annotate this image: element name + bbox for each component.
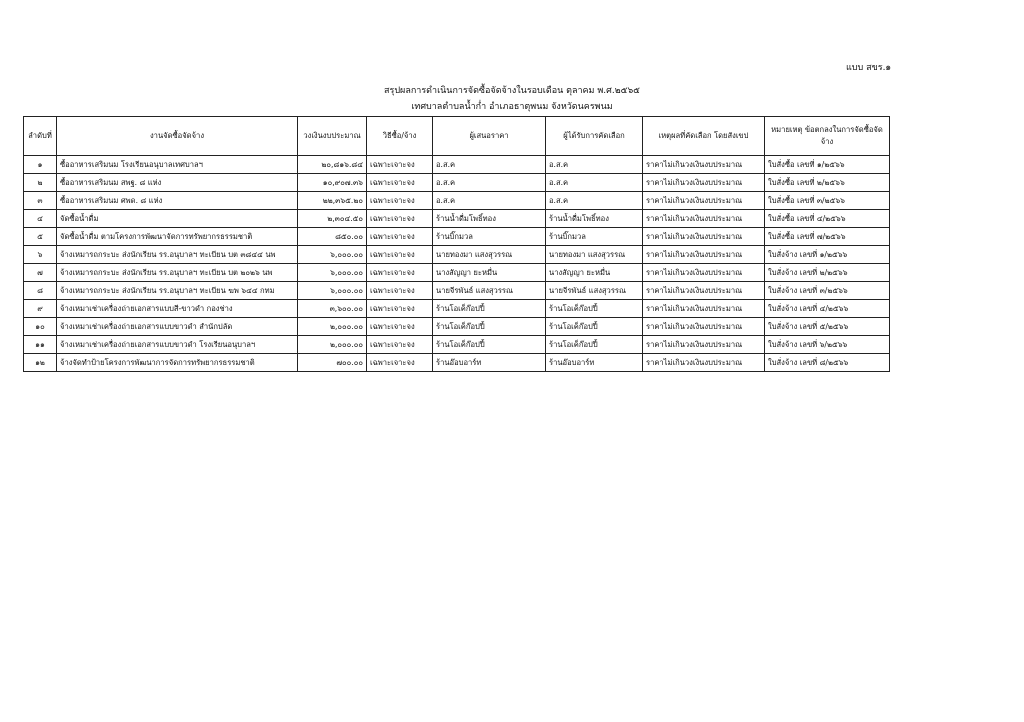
- cell-note: ใบสั่งจ้าง เลขที่ ๑/๒๕๖๖: [765, 246, 890, 264]
- cell-budget: ๒,๓๐๔.๕๐: [298, 210, 367, 228]
- cell-no: ๑๐: [24, 318, 57, 336]
- cell-no: ๕: [24, 228, 57, 246]
- cell-reason: ราคาไม่เกินวงเงินงบประมาณ: [643, 192, 765, 210]
- cell-reason: ราคาไม่เกินวงเงินงบประมาณ: [643, 336, 765, 354]
- cell-no: ๓: [24, 192, 57, 210]
- cell-budget: ๒,๐๐๐.๐๐: [298, 336, 367, 354]
- table-row: [24, 336, 890, 354]
- cell-item: จ้างเหมาเช่าเครื่องถ่ายเอกสารแบบสี-ขาวดำ กองช่าง: [57, 300, 298, 318]
- cell-note: ใบสั่งจ้าง เลขที่ ๘/๒๕๖๖: [765, 354, 890, 372]
- header-no: ลำดับที่: [24, 117, 57, 156]
- table-row: [24, 354, 890, 372]
- cell-method: เฉพาะเจาะจง: [367, 156, 433, 174]
- cell-winner: ร้านโอเค็ก๊อปปี้: [546, 318, 643, 336]
- cell-bidder: ร้านโอเค็ก๊อปปี้: [433, 318, 546, 336]
- cell-budget: ๒๐,๘๑๖.๘๔: [298, 156, 367, 174]
- cell-method: เฉพาะเจาะจง: [367, 246, 433, 264]
- table-row: [24, 300, 890, 318]
- cell-budget: ๖,๐๐๐.๐๐: [298, 246, 367, 264]
- cell-budget: ๖,๐๐๐.๐๐: [298, 264, 367, 282]
- cell-no: ๑๑: [24, 336, 57, 354]
- cell-note: ใบสั่งจ้าง เลขที่ ๔/๒๕๖๖: [765, 300, 890, 318]
- cell-item: จ้างเหมารถกระบะ ส่งนักเรียน รร.อนุบาลฯ ทะเบียน บต ๓๘๔๔ นพ: [57, 246, 298, 264]
- cell-item: ซื้ออาหารเสริมนม สพฐ. ๘ แห่ง: [57, 174, 298, 192]
- header-reason: เหตุผลที่คัดเลือก โดยสังเขป: [643, 117, 765, 156]
- cell-reason: ราคาไม่เกินวงเงินงบประมาณ: [643, 318, 765, 336]
- table-row: [24, 174, 890, 192]
- cell-method: เฉพาะเจาะจง: [367, 264, 433, 282]
- cell-item: จ้างเหมารถกระบะ ส่งนักเรียน รร.อนุบาลฯ ทะเบียน ฆพ ๖๔๔ กทม: [57, 282, 298, 300]
- cell-item: จ้างจัดทำป้ายโครงการพัฒนาการจัดการทรัพยากรธรรมชาติ: [57, 354, 298, 372]
- cell-reason: ราคาไม่เกินวงเงินงบประมาณ: [643, 354, 765, 372]
- cell-note: ใบสั่งซื้อ เลขที่ ๓/๒๕๖๖: [765, 192, 890, 210]
- cell-no: ๘: [24, 282, 57, 300]
- procurement-table: [23, 116, 890, 372]
- cell-method: เฉพาะเจาะจง: [367, 174, 433, 192]
- document-title: สรุปผลการดำเนินการจัดซื้อจัดจ้างในรอบเดือน ตุลาคม พ.ศ.๒๕๖๕: [384, 86, 640, 96]
- cell-note: ใบสั่งซื้อ เลขที่ ๔/๒๕๖๖: [765, 210, 890, 228]
- cell-bidder: นายทองมา แสงสุวรรณ: [433, 246, 546, 264]
- cell-bidder: ร้านโอเค็ก๊อปปี้: [433, 300, 546, 318]
- cell-bidder: ร้านอ๊อบอาร์ท: [433, 354, 546, 372]
- cell-item: จัดซื้อน้ำดื่ม ตามโครงการพัฒนาจัดการทรัพยากรธรรมชาติ: [57, 228, 298, 246]
- header-winner: ผู้ได้รับการคัดเลือก: [546, 117, 643, 156]
- cell-reason: ราคาไม่เกินวงเงินงบประมาณ: [643, 174, 765, 192]
- cell-note: ใบสั่งจ้าง เลขที่ ๓/๒๕๖๖: [765, 282, 890, 300]
- cell-reason: ราคาไม่เกินวงเงินงบประมาณ: [643, 246, 765, 264]
- cell-item: ซื้ออาหารเสริมนม โรงเรียนอนุบาลเทศบาลฯ: [57, 156, 298, 174]
- table-row: [24, 156, 890, 174]
- table-row: [24, 228, 890, 246]
- cell-reason: ราคาไม่เกินวงเงินงบประมาณ: [643, 264, 765, 282]
- cell-winner: นางสัญญา ยะหมื่น: [546, 264, 643, 282]
- cell-bidder: อ.ส.ค: [433, 192, 546, 210]
- cell-method: เฉพาะเจาะจง: [367, 336, 433, 354]
- cell-reason: ราคาไม่เกินวงเงินงบประมาณ: [643, 228, 765, 246]
- cell-note: ใบสั่งซื้อ เลขที่ ๒/๒๕๖๖: [765, 174, 890, 192]
- cell-method: เฉพาะเจาะจง: [367, 354, 433, 372]
- cell-item: ซื้ออาหารเสริมนม ศพด. ๘ แห่ง: [57, 192, 298, 210]
- table-header-row: [24, 117, 890, 156]
- cell-reason: ราคาไม่เกินวงเงินงบประมาณ: [643, 210, 765, 228]
- cell-note: ใบสั่งจ้าง เลขที่ ๕/๒๕๖๖: [765, 318, 890, 336]
- cell-method: เฉพาะเจาะจง: [367, 300, 433, 318]
- cell-note: ใบสั่งจ้าง เลขที่ ๖/๒๕๖๖: [765, 336, 890, 354]
- cell-item: จ้างเหมาเช่าเครื่องถ่ายเอกสารแบบขาวดำ สำนักปลัด: [57, 318, 298, 336]
- cell-no: ๖: [24, 246, 57, 264]
- cell-winner: อ.ส.ค: [546, 192, 643, 210]
- header-note: หมายเหตุ ข้อตกลงในการจัดซื้อจัดจ้าง: [765, 117, 890, 156]
- table-row: [24, 210, 890, 228]
- cell-item: จ้างเหมารถกระบะ ส่งนักเรียน รร.อนุบาลฯ ทะเบียน บต ๒๐๒๖ นพ: [57, 264, 298, 282]
- header-budget: วงเงินงบประมาณ: [298, 117, 367, 156]
- cell-winner: นายจีรพันธ์ แสงสุวรรณ: [546, 282, 643, 300]
- cell-method: เฉพาะเจาะจง: [367, 210, 433, 228]
- cell-item: จ้างเหมาเช่าเครื่องถ่ายเอกสารแบบขาวดำ โรงเรียนอนุบาลฯ: [57, 336, 298, 354]
- cell-budget: ๒๒,๓๖๕.๒๐: [298, 192, 367, 210]
- cell-winner: ร้านอ๊อบอาร์ท: [546, 354, 643, 372]
- cell-no: ๔: [24, 210, 57, 228]
- table-row: [24, 264, 890, 282]
- cell-note: ใบสั่งซื้อ เลขที่ ๗/๒๕๖๖: [765, 228, 890, 246]
- cell-budget: ๓,๖๐๐.๐๐: [298, 300, 367, 318]
- cell-no: ๙: [24, 300, 57, 318]
- cell-bidder: อ.ส.ค: [433, 156, 546, 174]
- cell-item: จัดซื้อน้ำดื่ม: [57, 210, 298, 228]
- cell-bidder: ร้านบิ๊กมวล: [433, 228, 546, 246]
- cell-no: ๑๒: [24, 354, 57, 372]
- table-body: [24, 156, 890, 372]
- cell-bidder: อ.ส.ค: [433, 174, 546, 192]
- cell-no: ๒: [24, 174, 57, 192]
- cell-winner: นายทองมา แสงสุวรรณ: [546, 246, 643, 264]
- cell-winner: อ.ส.ค: [546, 156, 643, 174]
- cell-note: ใบสั่งซื้อ เลขที่ ๑/๒๕๖๖: [765, 156, 890, 174]
- cell-method: เฉพาะเจาะจง: [367, 318, 433, 336]
- cell-bidder: ร้านน้ำดื่มโพธิ์ทอง: [433, 210, 546, 228]
- cell-winner: ร้านโอเค็ก๊อปปี้: [546, 336, 643, 354]
- cell-note: ใบสั่งจ้าง เลขที่ ๒/๒๕๖๖: [765, 264, 890, 282]
- cell-winner: อ.ส.ค: [546, 174, 643, 192]
- document-subtitle: เทศบาลตำบลน้ำก่ำ อำเภอธาตุพนม จังหวัดนครพนม: [411, 102, 613, 112]
- cell-budget: ๑๐,๙๐๗.๓๖: [298, 174, 367, 192]
- header-item: งานจัดซื้อจัดจ้าง: [57, 117, 298, 156]
- cell-method: เฉพาะเจาะจง: [367, 282, 433, 300]
- table-row: [24, 192, 890, 210]
- cell-reason: ราคาไม่เกินวงเงินงบประมาณ: [643, 156, 765, 174]
- cell-bidder: ร้านโอเค็ก๊อปปี้: [433, 336, 546, 354]
- table-row: [24, 246, 890, 264]
- cell-budget: ๖,๐๐๐.๐๐: [298, 282, 367, 300]
- form-code: แบบ สขร.๑: [846, 63, 892, 73]
- table-row: [24, 318, 890, 336]
- cell-method: เฉพาะเจาะจง: [367, 228, 433, 246]
- cell-budget: ๘๕๐.๐๐: [298, 228, 367, 246]
- cell-reason: ราคาไม่เกินวงเงินงบประมาณ: [643, 300, 765, 318]
- cell-no: ๗: [24, 264, 57, 282]
- header-method: วิธีซื้อ/จ้าง: [367, 117, 433, 156]
- cell-winner: ร้านบิ๊กมวล: [546, 228, 643, 246]
- cell-method: เฉพาะเจาะจง: [367, 192, 433, 210]
- cell-reason: ราคาไม่เกินวงเงินงบประมาณ: [643, 282, 765, 300]
- cell-bidder: นางสัญญา ยะหมื่น: [433, 264, 546, 282]
- header-bidder: ผู้เสนอราคา: [433, 117, 546, 156]
- cell-winner: ร้านน้ำดื่มโพธิ์ทอง: [546, 210, 643, 228]
- cell-budget: ๗๐๐.๐๐: [298, 354, 367, 372]
- cell-no: ๑: [24, 156, 57, 174]
- cell-winner: ร้านโอเค็ก๊อปปี้: [546, 300, 643, 318]
- cell-budget: ๒,๐๐๐.๐๐: [298, 318, 367, 336]
- cell-bidder: นายจีรพันธ์ แสงสุวรรณ: [433, 282, 546, 300]
- table-row: [24, 282, 890, 300]
